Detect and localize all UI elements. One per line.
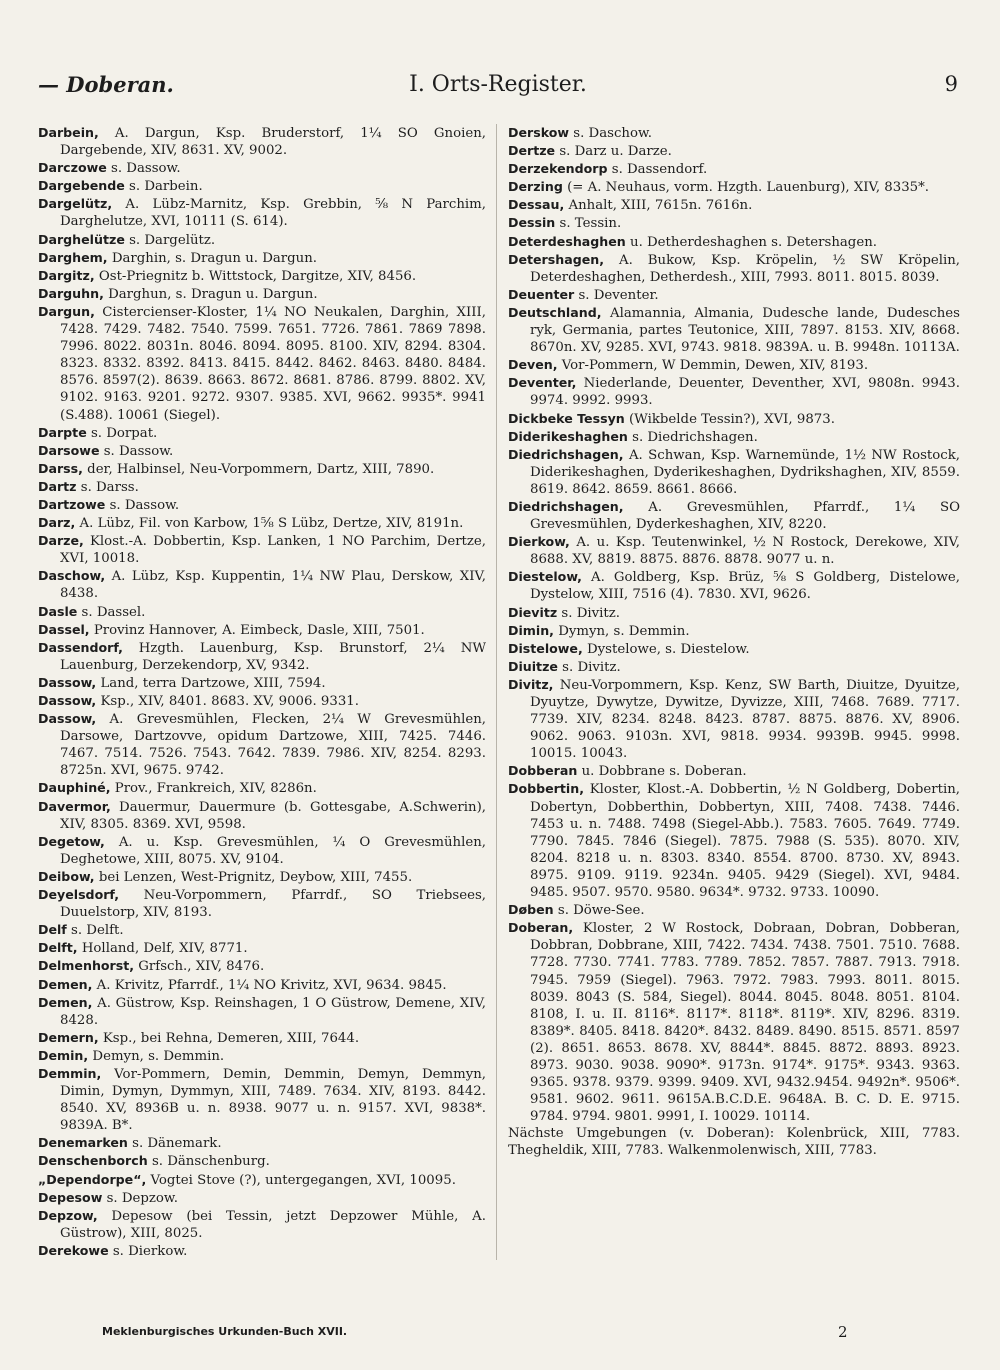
- entry-headword: Delmenhorst,: [38, 958, 135, 974]
- entry-text: s. Dänemark.: [127, 1136, 222, 1152]
- entry-text: A. u. Ksp. Teutenwinkel, ½ N Rostock, Derekowe, XIV, 8688. XV, 8819. 8875. 8876. 8878. 9077 u. n.: [530, 535, 960, 568]
- entry-headword: Diderikeshaghen: [508, 428, 628, 444]
- entry-headword: Denschenborch: [38, 1153, 148, 1169]
- entry-headword: Dartzowe: [38, 496, 106, 512]
- entry-text: Neu-Vorpommern, Ksp. Kenz, SW Barth, Diuitze, Dyuitze, Dyuytze, Dywytze, Dywitze, Dyvizze, XIII, 7468. 7689. 7717. 7739. XIV, 8234. 8248. 8423. 8787. 8875. 8876. XV, 8906. 9062. 9063. 9103n. XVI, 9818. 9934. 9939B. 9945. 9998. 10015. 10043.: [530, 677, 960, 762]
- entry-text: Depesow (bei Tessin, jetzt Depzower Mühle, A. Güstrow), XIII, 8025.: [60, 1208, 486, 1241]
- register-entry: [38, 886, 486, 921]
- entry-text: Dymyn, s. Demmin.: [553, 623, 690, 639]
- entry-headword: Derekowe: [38, 1242, 109, 1258]
- entry-text: u. Dobbrane s. Doberan.: [577, 764, 747, 780]
- register-entry: [508, 286, 960, 304]
- entry-headword: Demern,: [38, 1029, 99, 1045]
- register-entry: [508, 780, 960, 901]
- entry-headword: Dartz: [38, 478, 77, 494]
- footer-sheet-number: 2: [838, 1323, 848, 1341]
- register-entry: [38, 159, 486, 177]
- entry-headword: Daschow,: [38, 568, 106, 584]
- entry-text: Hzgth. Lauenburg, Ksp. Brunstorf, 2¼ NW Lauenburg, Derzekendorp, XV, 9342.: [60, 640, 486, 673]
- entry-headword: Deven,: [508, 357, 558, 373]
- register-entry: [38, 442, 486, 460]
- page-number: 9: [944, 72, 958, 96]
- register-entry: [508, 568, 960, 603]
- entry-text: Kloster, 2 W Rostock, Dobraan, Dobran, Dobberan, Dobbran, Dobbrane, XIII, 7422. 7434. 7438. 7501. 7510. 7688. 7728. 7730. 7741. 7783. 7789. 7852. 7857. 7887. 7913. 7918. 7945. 7959 (Siegel). 7963. 7972. 7983. 7993. 8011. 8015. 8039. 8043 (S. 584, Siegel). 8044. 8045. 8048. 8051. 8104. 8108, I. u. II. 8116*. 8117*. 8118*. 8119*. XIV, 8296. 8319. 8389*. 8405. 8418. 8420*. 8432. 8489. 8490. 8515. 8571. 8597 (2). 8651. 8653. 8678. XV, 8844*. 8845. 8872. 8893. 8923. 8973. 9030. 9038. 9090*. 9173n. 9174*. 9175*. 9343. 9363. 9365. 9378. 9379. 9399. 9409. XVI, 9432.9454. 9492n*. 9506*. 9581. 9602. 9611. 9615A.B.C.D.E. 9648A. B. C. D. E. 9715. 9784. 9794. 9801. 9991, I. 10029. 10114.: [530, 921, 960, 1125]
- entry-text: Vogtei Stove (?), untergegangen, XVI, 10095.: [146, 1172, 456, 1188]
- entry-text: A. Grevesmühlen, Flecken, 2¼ W Grevesmühlen, Darsowe, Dartzovve, opidum Dartzowe, XIII, 7425. 7446. 7467. 7514. 7526. 7543. 7642. 7839. 7986. XIV, 8254. 8293. 8725n. XVI, 9675. 9742.: [60, 712, 486, 779]
- register-entry: [38, 939, 486, 957]
- entry-headword: Dobbertin,: [508, 781, 584, 797]
- entry-headword: Dauphiné,: [38, 780, 111, 796]
- register-entry: [38, 674, 486, 692]
- register-entry: [38, 1207, 486, 1242]
- register-entry: [38, 868, 486, 886]
- entry-headword: Denemarken: [38, 1135, 128, 1151]
- register-entry: [38, 496, 486, 514]
- entry-headword: Darghelütze: [38, 231, 125, 247]
- register-entry: [38, 195, 486, 230]
- entry-text: Neu-Vorpommern, Pfarrdf., SO Triebsees, Duuelstorp, XIV, 8193.: [60, 888, 486, 921]
- register-entry: [38, 1152, 486, 1170]
- entry-text: s. Diedrichshagen.: [627, 429, 758, 445]
- entry-text: Anhalt, XIII, 7615n. 7616n.: [564, 198, 753, 214]
- entry-text: Vor-Pommern, W Demmin, Dewen, XIV, 8193.: [557, 358, 869, 374]
- entry-headword: Dassow,: [38, 711, 97, 727]
- register-entry: [38, 833, 486, 868]
- entry-text: s. Döwe-See.: [553, 903, 645, 919]
- entry-text: Demyn, s. Demmin.: [88, 1048, 225, 1064]
- register-entry: [38, 285, 486, 303]
- entry-text: Dystelowe, s. Diestelow.: [582, 641, 750, 657]
- register-entry: [508, 919, 960, 1125]
- entry-headword: Derzing: [508, 179, 563, 195]
- right-column: [508, 124, 960, 1160]
- entry-headword: Deventer,: [508, 375, 577, 391]
- entry-text: A. Lübz-Marnitz, Ksp. Grebbin, ⅝ N Parchim, Darghelutze, XVI, 10111 (S. 614).: [60, 197, 486, 230]
- register-entry: [38, 303, 486, 424]
- entry-text: Prov., Frankreich, XIV, 8286n.: [110, 781, 317, 797]
- register-entry: [38, 124, 486, 159]
- register-entry: [508, 142, 960, 160]
- entry-headword: Dargitz,: [38, 267, 95, 283]
- register-entry: [38, 177, 486, 195]
- entry-headword: Dickbeke Tessyn: [508, 410, 625, 426]
- entry-text: s. Dassow.: [105, 497, 180, 513]
- entry-text: A. Goldberg, Ksp. Brüz, ⅝ S Goldberg, Distelowe, Dystelow, XIII, 7516 (4). 7830. XVI, 9626.: [530, 570, 960, 603]
- entry-text: s. Divitz.: [557, 659, 621, 675]
- entry-text: (Wikbelde Tessin?), XVI, 9873.: [624, 411, 835, 427]
- entry-text: Kloster, Klost.-A. Dobbertin, ½ N Goldberg, Dobertin, Dobertyn, Dobberthin, Dobbertyn, XIII, 7408. 7438. 7446. 7453 u. n. 7488. 7498 (Siegel-Abb.). 7583. 7605. 7649. 7749. 7790. 7845. 7846 (Siegel). 7875. 7988 (S. 535). 8070. XIV, 8204. 8218 u. n. 8303. 8340. 8554. 8700. 8730. XV, 8943. 8975. 9109. 9119. 9234n. 9405. 9429 (Siegel). XVI, 9484. 9485. 9507. 9570. 9580. 9634*. 9732. 9733. 10090.: [530, 782, 960, 901]
- entry-headword: Deibow,: [38, 868, 95, 884]
- entry-text: bei Lenzen, West-Prignitz, Deybow, XIII, 7455.: [94, 869, 413, 885]
- entry-headword: Darsowe: [38, 442, 100, 458]
- entry-text: Vor-Pommern, Demin, Demmin, Demyn, Demmyn, Dimin, Dymyn, Dymmyn, XIII, 7489. 7634. XIV, 8193. 8442. 8540. XV, 8936B u. n. 8938. 9077 u. n. 9157. XVI, 9838*. 9839A. B*.: [60, 1066, 486, 1134]
- register-entry: [508, 658, 960, 676]
- register-entry: [38, 514, 486, 532]
- entry-text: s. Darbein.: [124, 179, 203, 195]
- register-entry: [508, 356, 960, 374]
- entry-headword: Dargelütz,: [38, 196, 113, 212]
- entry-text: Provinz Hannover, A. Eimbeck, Dasle, XIII, 7501.: [89, 622, 425, 638]
- entry-text: der, Halbinsel, Neu-Vorpommern, Dartz, XIII, 7890.: [82, 461, 435, 477]
- entry-text: Niederlande, Deuenter, Deventher, XVI, 9808n. 9943. 9974. 9992. 9993.: [530, 376, 960, 409]
- entry-headword: Dierkow,: [508, 534, 570, 550]
- entry-text: Darghin, s. Dragun u. Dargun.: [107, 250, 318, 266]
- entry-text: Land, terra Dartzowe, XIII, 7594.: [96, 675, 326, 691]
- entry-text: Ost-Priegnitz b. Wittstock, Dargitze, XIV, 8456.: [94, 268, 417, 284]
- register-entry: [38, 1047, 486, 1065]
- entry-headword: Divitz,: [508, 676, 554, 692]
- register-entry: [38, 603, 486, 621]
- entry-text: A. Grevesmühlen, Pfarrdf., 1¼ SO Grevesmühlen, Dyderkeshaghen, XIV, 8220.: [530, 499, 960, 533]
- register-entry: [508, 196, 960, 214]
- entry-text: Darghun, s. Dragun u. Dargun.: [103, 286, 318, 302]
- register-entry: [38, 1065, 486, 1134]
- entry-text: Dauermur, Dauermure (b. Gottesgabe, A.Schwerin), XIV, 8305. 8369. XVI, 9598.: [60, 799, 486, 832]
- register-entry: [38, 1029, 486, 1047]
- entry-headword: Dobberan: [508, 763, 578, 779]
- entry-headword: Dassel,: [38, 621, 90, 637]
- entry-headword: Delft,: [38, 940, 78, 956]
- entry-headword: „Dependorpe“,: [38, 1171, 147, 1187]
- register-entry: [38, 798, 486, 833]
- entry-headword: Darz,: [38, 515, 76, 531]
- entry-headword: Døben: [508, 902, 554, 918]
- entry-text: s. Dassendorf.: [607, 162, 708, 178]
- entry-headword: Depzow,: [38, 1207, 98, 1223]
- entry-text: A. Lübz, Ksp. Kuppentin, 1¼ NW Plau, Derskow, XIV, 8438.: [60, 569, 486, 602]
- entry-text: s. Dierkow.: [108, 1243, 188, 1259]
- entry-headword: Dessau,: [508, 197, 565, 213]
- register-entry: [508, 533, 960, 568]
- register-entry: [38, 460, 486, 478]
- entry-headword: Diestelow,: [508, 569, 582, 585]
- register-entry: [38, 957, 486, 975]
- entry-headword: Degetow,: [38, 833, 105, 849]
- entry-headword: Dassow,: [38, 674, 97, 690]
- register-entry: [38, 779, 486, 797]
- register-entry: [508, 304, 960, 356]
- entry-headword: Dassendorf,: [38, 639, 123, 655]
- entry-headword: Distelowe,: [508, 640, 583, 656]
- register-entry: [508, 233, 960, 251]
- entry-headword: Diedrichshagen,: [508, 498, 624, 514]
- entry-text: s. Divitz.: [557, 605, 620, 621]
- entry-text: s. Delft.: [66, 923, 124, 939]
- entry-text: Ksp., XIV, 8401. 8683. XV, 9006. 9331.: [96, 694, 359, 709]
- register-entry: [38, 639, 486, 674]
- register-entry: [38, 267, 486, 285]
- entry-headword: Demmin,: [38, 1065, 102, 1081]
- entry-text: A. Lübz, Fil. von Karbow, 1⅝ S Lübz, Dertze, XIV, 8191n.: [75, 516, 464, 532]
- entry-headword: Delf: [38, 922, 67, 938]
- entry-text: s. Darz u. Darze.: [555, 144, 672, 160]
- register-entry: [38, 710, 486, 779]
- register-entry: [508, 901, 960, 919]
- footer-signature: Meklenburgisches Urkunden-Buch XVII.: [102, 1325, 348, 1338]
- entry-text: s. Deventer.: [574, 287, 659, 303]
- entry-headword: Demen,: [38, 994, 93, 1010]
- entry-headword: Dievitz: [508, 604, 558, 620]
- register-entry: [38, 994, 486, 1029]
- register-entry: [508, 498, 960, 533]
- entry-headword: Demin,: [38, 1047, 89, 1063]
- entry-headword: Demen,: [38, 976, 93, 992]
- entry-headword: Davermor,: [38, 798, 111, 814]
- register-entry: [38, 1189, 486, 1207]
- entry-headword: Dimin,: [508, 622, 554, 638]
- entry-text: Alamannia, Almania, Dudesche lande, Dudesches ryk, Germania, partes Teutonice, XIII, 7897. 8153. XIV, 8668. 8670n. XV, 9285. XVI, 9743. 9818. 9839A. u. B. 9948n. 10113A.: [530, 305, 960, 356]
- register-entry: [508, 762, 960, 780]
- entry-headword: Doberan,: [508, 920, 574, 936]
- entry-text: u. Detherdeshaghen s. Detershagen.: [625, 234, 877, 250]
- running-head-left: — Doberan.: [38, 72, 174, 97]
- entry-text: Grfsch., XIV, 8476.: [134, 959, 265, 975]
- entry-text: Cistercienser-Kloster, 1¼ NO Neukalen, Darghin, XIII, 7428. 7429. 7482. 7540. 7599. 7651. 7726. 7861. 7869 7898. 7996. 8022. 8031n. 8046. 8094. 8095. 8100. XIV, 8294. 8304. 8323. 8332. 8392. 8413. 8415. 8442. 8462. 8463. 8480. 8484. 8576. 8597(2). 8639. 8663. 8672. 8681. 8786. 8799. 8802. XV, 9102. 9163. 9201. 9272. 9307. 9385. XVI, 9662. 9935*. 9941 (S.488). 10061 (Siegel).: [60, 304, 486, 423]
- register-entry: [508, 428, 960, 446]
- entry-headword: Darpte: [38, 424, 87, 440]
- entry-text: s. Dassow.: [99, 443, 174, 459]
- entry-headword: Depesow: [38, 1189, 103, 1205]
- register-entry: [508, 160, 960, 178]
- entry-headword: Derzekendorp: [508, 161, 608, 177]
- entry-text: A. Bukow, Ksp. Kröpelin, ½ SW Kröpelin, Deterdeshaghen, Detherdesh., XIII, 7993. 8011. 8015. 8039.: [530, 252, 960, 285]
- entry-text: s. Dänschenburg.: [147, 1154, 270, 1170]
- register-entry: [508, 1125, 960, 1159]
- entry-text: Holland, Delf, XIV, 8771.: [77, 941, 248, 957]
- entry-headword: Diedrichshagen,: [508, 446, 624, 462]
- entry-text: Nächste Umgebungen (v. Doberan): Kolenbrück, XIII, 7783. Thegheldik, XIII, 7783. Walkenmolenwisch, XIII, 7783.: [508, 1126, 960, 1159]
- register-entry: [508, 676, 960, 762]
- entry-text: Ksp., bei Rehna, Demeren, XIII, 7644.: [98, 1030, 360, 1046]
- register-entry: [38, 1134, 486, 1152]
- register-entry: [38, 1171, 486, 1189]
- entry-headword: Dasle: [38, 603, 78, 619]
- entry-text: s. Darss.: [76, 479, 139, 495]
- register-entry: [508, 178, 960, 196]
- entry-headword: Darss,: [38, 460, 83, 476]
- register-entry: [38, 976, 486, 994]
- register-entry: [508, 410, 960, 428]
- entry-text: (= A. Neuhaus, vorm. Hzgth. Lauenburg), XIV, 8335*.: [562, 180, 929, 196]
- left-column: [38, 124, 497, 1260]
- entry-text: A. Schwan, Ksp. Warnemünde, 1½ NW Rostock, Diderikeshaghen, Dyderikeshaghen, Dydrikshaghen, XIV, 8559. 8619. 8642. 8659. 8661. 8666.: [530, 447, 960, 497]
- register-entry: [508, 604, 960, 622]
- entry-text: s. Dassel.: [77, 604, 146, 620]
- entry-headword: Darbein,: [38, 125, 99, 140]
- entry-headword: Deutschland,: [508, 304, 602, 320]
- entry-headword: Deterdeshaghen: [508, 233, 626, 249]
- entry-headword: Dassow,: [38, 693, 97, 708]
- entry-headword: Darguhn,: [38, 285, 104, 301]
- entry-headword: Darghem,: [38, 249, 108, 265]
- entry-headword: Derskow: [508, 125, 570, 140]
- page-header: [38, 72, 958, 106]
- register-entry: [508, 622, 960, 640]
- register-entry: [508, 446, 960, 498]
- entry-headword: Dertze: [508, 143, 556, 159]
- register-entry: [508, 640, 960, 658]
- entry-headword: Diuitze: [508, 658, 558, 674]
- register-entry: [38, 231, 486, 249]
- entry-headword: Darze,: [38, 533, 84, 549]
- register-entry: [38, 692, 486, 710]
- entry-text: s. Tessin.: [555, 216, 622, 232]
- register-entry: [38, 424, 486, 442]
- running-head-title: I. Orts-Register.: [409, 72, 587, 97]
- register-entry: [38, 1242, 486, 1260]
- entry-text: s. Dargelütz.: [124, 232, 216, 248]
- entry-headword: Darczowe: [38, 160, 107, 176]
- entry-text: A. Güstrow, Ksp. Reinshagen, 1 O Güstrow, Demene, XIV, 8428.: [60, 995, 486, 1028]
- entry-text: A. u. Ksp. Grevesmühlen, ¼ O Grevesmühlen, Deghetowe, XIII, 8075. XV, 9104.: [60, 834, 486, 867]
- entry-text: s. Daschow.: [569, 126, 652, 141]
- entry-headword: Dargebende: [38, 178, 125, 194]
- entry-headword: Dargun,: [38, 303, 95, 319]
- register-entry: [38, 249, 486, 267]
- entry-text: Klost.-A. Dobbertin, Ksp. Lanken, 1 NO Parchim, Dertze, XVI, 10018.: [60, 534, 486, 567]
- register-entry: [508, 251, 960, 286]
- entry-text: s. Dassow.: [106, 161, 181, 177]
- entry-text: A. Krivitz, Pfarrdf., 1¼ NO Krivitz, XVI, 9634. 9845.: [92, 977, 447, 993]
- register-entry: [38, 621, 486, 639]
- entry-text: A. Dargun, Ksp. Bruderstorf, 1¼ SO Gnoien, Dargebende, XIV, 8631. XV, 9002.: [60, 126, 486, 159]
- entry-headword: Deyelsdorf,: [38, 887, 120, 903]
- entry-text: s. Dorpat.: [86, 425, 158, 441]
- register-entry: [508, 124, 960, 142]
- register-entry: [508, 374, 960, 409]
- register-entry: [38, 567, 486, 602]
- register-entry: [508, 214, 960, 232]
- register-entry: [38, 532, 486, 567]
- entry-text: s. Depzow.: [102, 1190, 178, 1206]
- register-entry: [38, 921, 486, 939]
- entry-headword: Detershagen,: [508, 251, 605, 267]
- entry-headword: Deuenter: [508, 286, 575, 302]
- entry-headword: Dessin: [508, 215, 556, 231]
- register-entry: [38, 478, 486, 496]
